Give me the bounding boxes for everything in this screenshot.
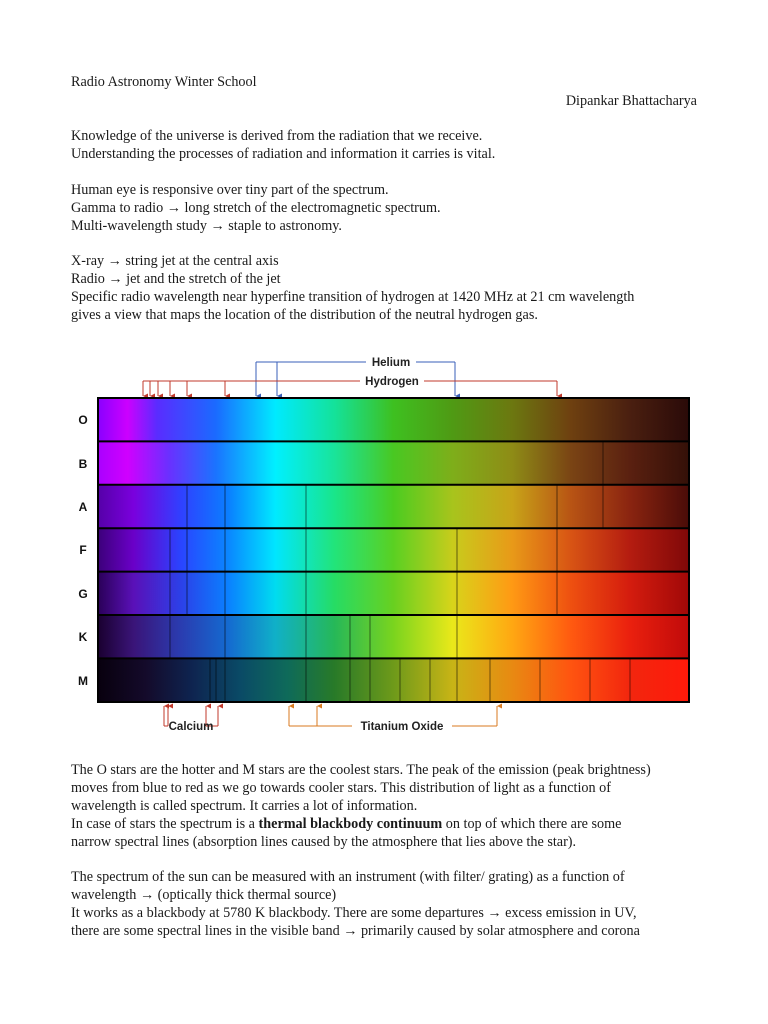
class-label-g: G bbox=[78, 587, 88, 601]
body-line-3: wavelength is called spectrum. It carries a lot of information. bbox=[71, 798, 418, 814]
titanium-oxide-label: Titanium Oxide bbox=[360, 721, 444, 733]
body-line-4-post: on top of which there are some bbox=[442, 816, 622, 832]
spectral-class-labels bbox=[78, 413, 88, 688]
body-line-8: It works as a blackbody at 5780 K blackbody. There are some departures → excess emission in UV, bbox=[71, 905, 637, 921]
intro-line-3: Human eye is responsive over tiny part of the spectrum. bbox=[71, 182, 389, 198]
body-line-2: moves from blue to red as we go towards cooler stars. This distribution of light as a function of bbox=[71, 780, 611, 796]
class-label-a: A bbox=[78, 500, 88, 514]
intro-line-6: X-ray → string jet at the central axis bbox=[71, 253, 279, 269]
intro-line-9: gives a view that maps the location of the distribution of the neutral hydrogen gas. bbox=[71, 307, 538, 323]
stellar-spectra-figure bbox=[70, 348, 700, 740]
hydrogen-marker-group bbox=[143, 381, 557, 396]
class-label-m: M bbox=[78, 674, 88, 688]
body-line-4-pre: In case of stars the spectrum is a bbox=[71, 816, 259, 832]
body-line-7: wavelength → (optically thick thermal source) bbox=[71, 887, 337, 903]
class-label-f: F bbox=[79, 543, 87, 557]
body-line-1: The O stars are the hotter and M stars are the coolest stars. The peak of the emission (peak brightness) bbox=[71, 762, 651, 778]
body-line-9: there are some spectral lines in the visible band → primarily caused by solar atmosphere and corona bbox=[71, 923, 640, 939]
intro-line-2: Understanding the processes of radiation and information it carries is vital. bbox=[71, 146, 496, 162]
class-label-o: O bbox=[78, 413, 88, 427]
helium-label: Helium bbox=[371, 357, 411, 369]
hydrogen-label: Hydrogen bbox=[365, 376, 419, 388]
calcium-label: Calcium bbox=[168, 721, 214, 733]
class-label-b: B bbox=[78, 457, 88, 471]
doc-author: Dipankar Bhattacharya bbox=[565, 93, 697, 109]
body-line-4 bbox=[71, 815, 621, 833]
intro-line-5: Multi-wavelength study → staple to astronomy. bbox=[71, 218, 342, 234]
spectra-panel bbox=[98, 398, 689, 702]
body-line-5: narrow spectral lines (absorption lines caused by the atmosphere that lies above the star). bbox=[71, 834, 577, 850]
thermal-blackbody-term: thermal blackbody continuum bbox=[258, 816, 443, 832]
body-line-6: The spectrum of the sun can be measured with an instrument (with filter/ grating) as a function of bbox=[71, 869, 625, 885]
class-label-k: K bbox=[78, 630, 88, 644]
intro-line-1: Knowledge of the universe is derived from the radiation that we receive. bbox=[71, 128, 483, 144]
doc-title: Radio Astronomy Winter School bbox=[71, 74, 257, 90]
intro-line-8: Specific radio wavelength near hyperfine transition of hydrogen at 1420 MHz at 21 cm wavelength bbox=[71, 289, 635, 305]
helium-marker-group bbox=[256, 362, 455, 396]
intro-line-7: Radio → jet and the stretch of the jet bbox=[71, 271, 281, 287]
intro-line-4: Gamma to radio → long stretch of the electromagnetic spectrum. bbox=[71, 200, 441, 216]
